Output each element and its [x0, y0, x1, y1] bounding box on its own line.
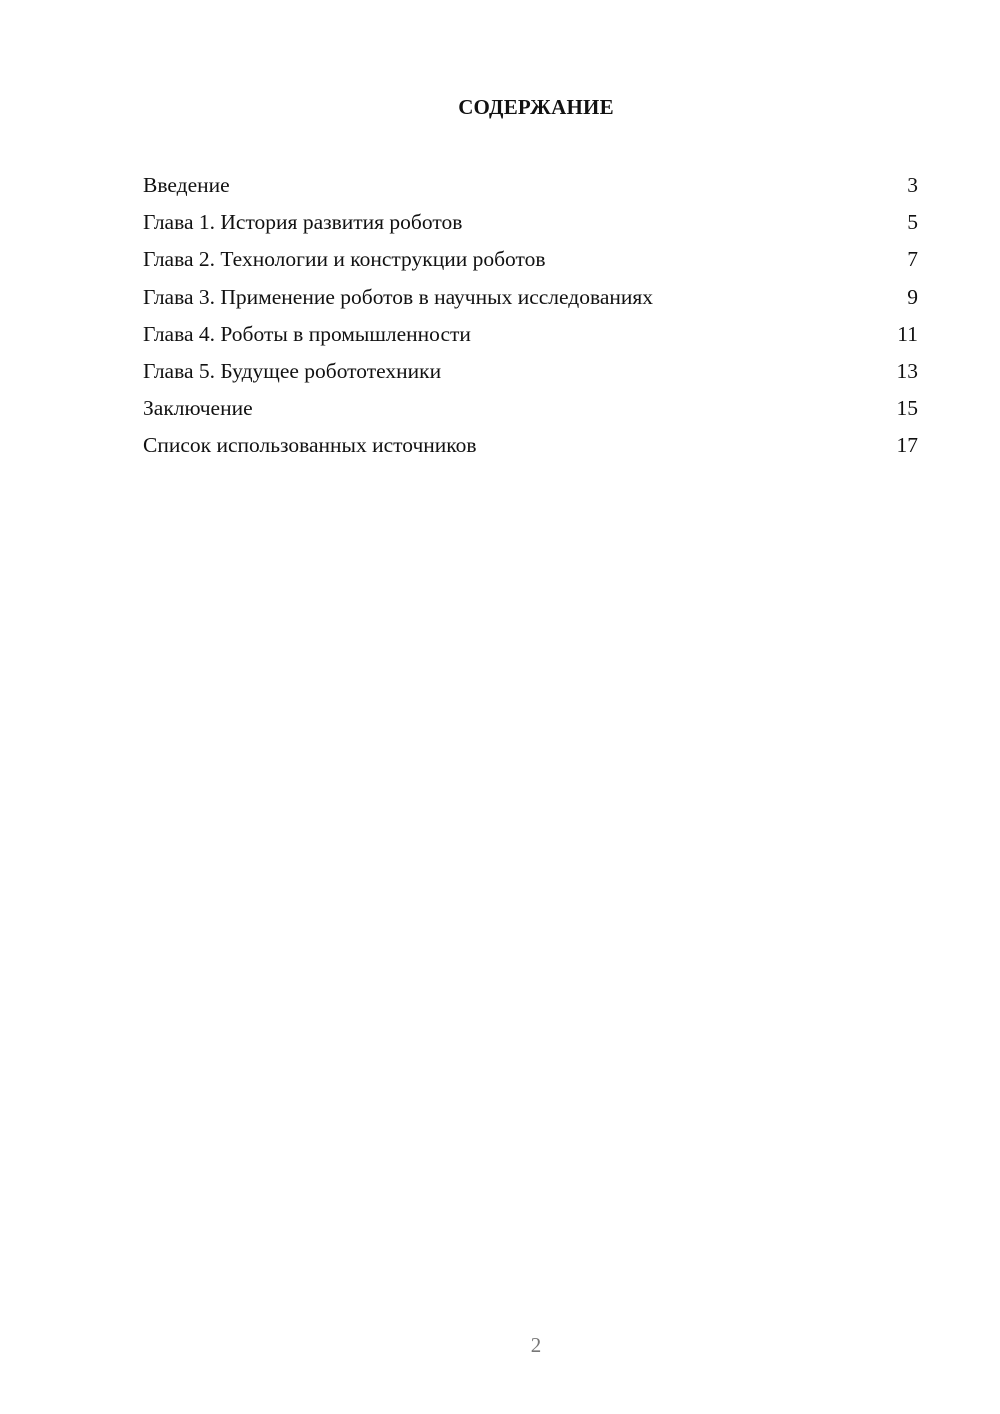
toc-entry-page: 5 — [907, 210, 918, 235]
toc-entry-label: Глава 2. Технологии и конструкции роботов — [143, 247, 546, 272]
toc-entry-label: Заключение — [143, 396, 253, 421]
toc-entry-chapter-4[interactable] — [143, 319, 918, 356]
toc-entry-label: Глава 5. Будущее робототехники — [143, 358, 442, 383]
toc-entry-references[interactable] — [143, 430, 918, 467]
toc-entry-label: Глава 1. История развития роботов — [143, 210, 463, 235]
toc-entry-label: Список использованных источников — [143, 433, 477, 458]
toc-entry-page: 15 — [896, 396, 918, 421]
toc-entry-introduction[interactable] — [143, 170, 918, 207]
toc-entry-page: 13 — [896, 358, 918, 383]
toc-entry-label: Введение — [143, 173, 230, 197]
page-title: СОДЕРЖАНИЕ — [458, 95, 614, 119]
toc-entry-page: 7 — [907, 247, 918, 272]
toc-entry-page: 3 — [907, 173, 918, 197]
toc-entry-page: 11 — [897, 321, 918, 346]
toc-entry-chapter-5[interactable] — [143, 356, 918, 393]
toc-entry-page: 17 — [896, 433, 918, 458]
toc-entry-label: Глава 3. Применение роботов в научных исследованиях — [143, 284, 654, 309]
toc-entry-conclusion[interactable] — [143, 393, 918, 430]
table-of-contents — [143, 170, 918, 468]
toc-entry-chapter-1[interactable] — [143, 207, 918, 244]
page-number: 2 — [530, 1333, 542, 1357]
toc-entry-chapter-3[interactable] — [143, 282, 918, 319]
toc-entry-label: Глава 4. Роботы в промышленности — [143, 321, 471, 346]
toc-entry-page: 9 — [907, 284, 918, 309]
toc-entry-chapter-2[interactable] — [143, 244, 918, 281]
